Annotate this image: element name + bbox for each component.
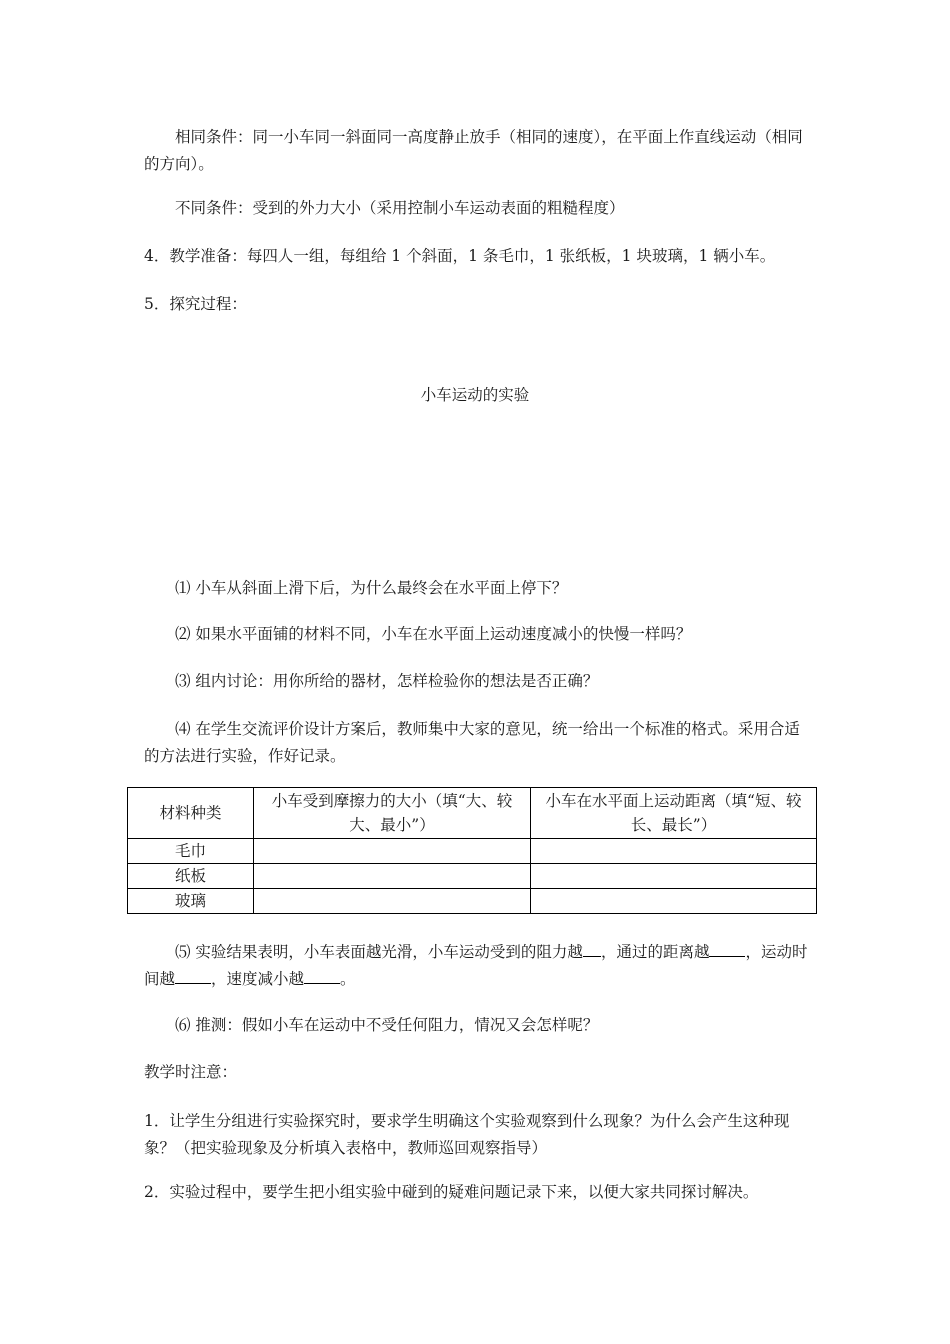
question-4: ⑷ 在学生交流评价设计方案后，教师集中大家的意见，统一给出一个标准的格式。采用合适的方法进行实验，作好记录。 [144, 720, 800, 765]
q5-text-4: ，速度减小越 [211, 970, 305, 988]
header-friction: 小车受到摩擦力的大小（填“大、较大、最小”） [254, 788, 531, 839]
friction-cell [254, 864, 531, 889]
distance-cell [531, 839, 817, 864]
table-row [128, 839, 817, 864]
table-row [128, 889, 817, 914]
friction-cell [254, 839, 531, 864]
material-cell: 毛巾 [128, 839, 254, 864]
note-1: 1．让学生分组进行实验探究时，要求学生明确这个实验观察到什么现象？为什么会产生这种现象？（把实验现象及分析填入表格中，教师巡回观察指导） [144, 1112, 790, 1157]
table-header-row [128, 788, 817, 839]
q5-text-5: 。 [340, 970, 356, 988]
question-5 [144, 939, 808, 993]
process-heading: 5．探究过程： [144, 295, 247, 313]
header-material: 材料种类 [128, 788, 254, 839]
distance-cell [531, 864, 817, 889]
q5-text-2: ，通过的距离越 [600, 943, 710, 961]
q5-blank-time[interactable] [175, 969, 211, 984]
header-distance: 小车在水平面上运动距离（填“短、较长、最长”） [531, 788, 817, 839]
table-row [128, 864, 817, 889]
same-conditions-paragraph: 相同条件：同一小车同一斜面同一高度静止放手（相同的速度），在平面上作直线运动（相同的方向）。 [144, 128, 803, 173]
q5-blank-resistance[interactable] [583, 942, 601, 957]
q5-text-3: ，运动时间越 [144, 943, 808, 988]
material-cell: 玻璃 [128, 889, 254, 914]
question-1: ⑴ 小车从斜面上滑下后，为什么最终会在水平面上停下？ [175, 579, 568, 597]
question-2: ⑵ 如果水平面铺的材料不同，小车在水平面上运动速度减小的快慢一样吗？ [175, 625, 692, 643]
q5-blank-speed[interactable] [304, 969, 340, 984]
notes-heading: 教学时注意： [144, 1063, 238, 1081]
record-table [127, 787, 817, 914]
question-6: ⑹ 推测：假如小车在运动中不受任何阻力，情况又会怎样呢？ [175, 1016, 599, 1034]
material-cell: 纸板 [128, 864, 254, 889]
different-conditions-paragraph: 不同条件：受到的外力大小（采用控制小车运动表面的粗糙程度） [175, 199, 625, 217]
figure-caption: 小车运动的实验 [420, 386, 530, 404]
note-2: 2．实验过程中，要学生把小组实验中碰到的疑难问题记录下来，以便大家共同探讨解决。 [144, 1183, 759, 1201]
distance-cell [531, 889, 817, 914]
question-3: ⑶ 组内讨论：用你所给的器材，怎样检验你的想法是否正确？ [175, 672, 599, 690]
friction-cell [254, 889, 531, 914]
q5-blank-distance[interactable] [709, 942, 745, 957]
teaching-prep-paragraph: 4．教学准备：每四人一组，每组给 1 个斜面，1 条毛巾，1 张纸板，1 块玻璃，1 辆小车。 [144, 247, 776, 265]
q5-text-1: ⑸ 实验结果表明，小车表面越光滑，小车运动受到的阻力越 [175, 943, 583, 961]
